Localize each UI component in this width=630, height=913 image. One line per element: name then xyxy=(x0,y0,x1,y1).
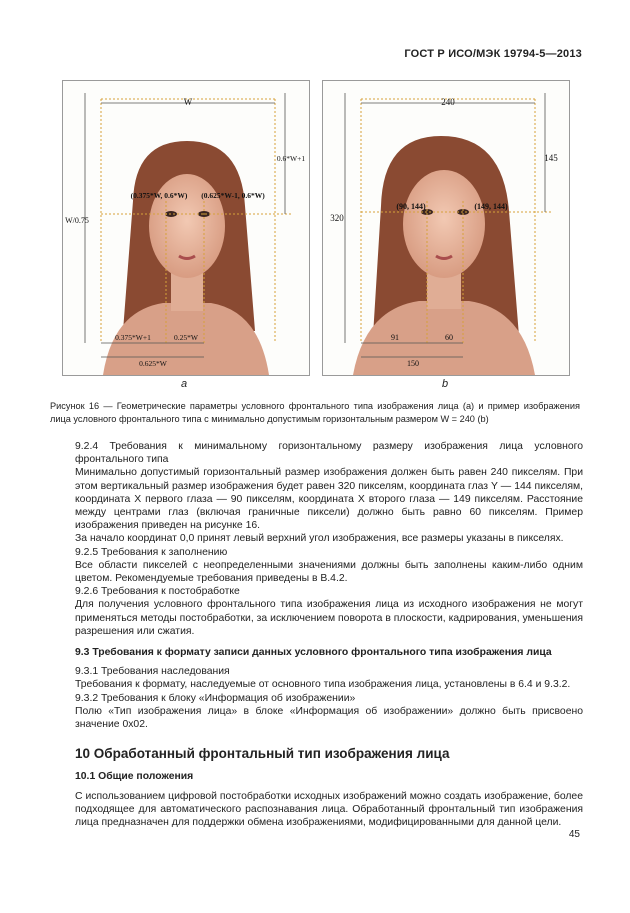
fig-b-width-label: 240 xyxy=(441,97,455,107)
face-shape xyxy=(403,170,485,278)
paragraph: За начало координат 0,0 принят левый верхний угол изображения, все размеры указаны в пикселях. xyxy=(75,533,564,545)
fig-a-dim1-label: 0.375*W+1 xyxy=(115,333,151,342)
fig-a-dim3-label: 0.625*W xyxy=(139,359,167,368)
page-number: 45 xyxy=(568,829,580,840)
paragraph: 9.2.4 Требования к минимальному горизонтальному размеру изображения лица условного фронтального типа xyxy=(75,441,583,466)
figure-b-image xyxy=(322,80,570,376)
subsection-heading: 9.3 Требования к формату записи данных условного фронтального типа изображения лица xyxy=(75,647,552,659)
figure-a-sublabel: a xyxy=(181,378,188,390)
fig-b-dim2-label: 60 xyxy=(445,333,453,342)
fig-b-top-label: 145 xyxy=(544,153,558,163)
paragraph: Минимально допустимый горизонтальный размер изображения должен быть равен 240 пикселям. При этом вертикальный размер изображения будет равен 320 пикселям, координата глаз Y — 144 пикселям, координата X первого глаза — 90 пикселям, координата X второго глаза — 149 пикселям. Расстояние между центрами глаз (включая граничные пиксели) должно быть равно 60 пикселям. Пример изображения приведен на рисунке 16. xyxy=(75,467,583,532)
section-heading: 9.2.6 Требования к постобработке xyxy=(75,586,240,598)
section-heading: 9.3.1 Требования наследования xyxy=(75,666,230,678)
chapter-heading: 10 Обработанный фронтальный тип изображения лица xyxy=(75,746,450,762)
standard-header: ГОСТ Р ИСО/МЭК 19794-5—2013 xyxy=(404,48,582,60)
fig-b-dim3-label: 150 xyxy=(407,359,419,368)
fig-b-eye-right-label: (149, 144) xyxy=(474,202,508,211)
fig-a-top-label: 0.6*W+1 xyxy=(276,154,306,163)
fig-a-width-label: W xyxy=(183,97,193,107)
subsection-heading: 10.1 Общие положения xyxy=(75,771,194,783)
paragraph: С использованием цифровой постобработки исходных изображений можно создать изображение, более подходящее для автоматического распознавания лица. Обработанный фронтальный тип изображения лица предназначен для поддержки обмена изображениями, модифицированными для данной цели. xyxy=(75,790,583,829)
document-body xyxy=(75,440,583,829)
figure-a-image xyxy=(62,80,310,376)
section-heading: 9.2.5 Требования к заполнению xyxy=(75,546,228,558)
fig-a-height-label: W/0.75 xyxy=(65,216,89,225)
figure-caption: Рисунок 16 — Геометрические параметры условного фронтального типа изображения лица (a) и пример изображения лица условного фронтального типа с минимально допустимым горизонтальным размером W = 240 (b) xyxy=(50,401,580,424)
paragraph: Для получения условного фронтального типа изображения лица из исходного изображения не могут применяться методы постобработки, за исключением поворота в плоскости, кадрирования, уменьшения разрешения или сжатия. xyxy=(75,599,583,637)
paragraph: Полю «Тип изображения лица» в блоке «Информация об изображении» должно быть присвоено значение 0x02. xyxy=(75,705,583,731)
paragraph: Требования к формату, наследуемые от основного типа изображения лица, установлены в 6.4 и 9.3.2. xyxy=(75,679,571,691)
fig-a-dim2-label: 0.25*W xyxy=(174,333,198,342)
face-shape xyxy=(149,174,225,278)
fig-a-eye-left-label: (0.375*W, 0.6*W) xyxy=(130,191,188,200)
paragraph: Все области пикселей с неопределенными значениями должны быть заполнены каким-либо одним цветом. Рекомендуемые требования приведены в В.4.2. xyxy=(75,559,583,585)
fig-b-dim1-label: 91 xyxy=(391,333,399,342)
fig-a-eye-right-label: (0.625*W-1, 0.6*W) xyxy=(201,191,265,200)
figure-b-sublabel: b xyxy=(442,378,449,390)
fig-b-eye-left-label: (90, 144) xyxy=(396,202,426,211)
fig-b-height-label: 320 xyxy=(330,213,344,223)
section-heading: 9.3.2 Требования к блоку «Информация об изображении» xyxy=(75,692,356,704)
